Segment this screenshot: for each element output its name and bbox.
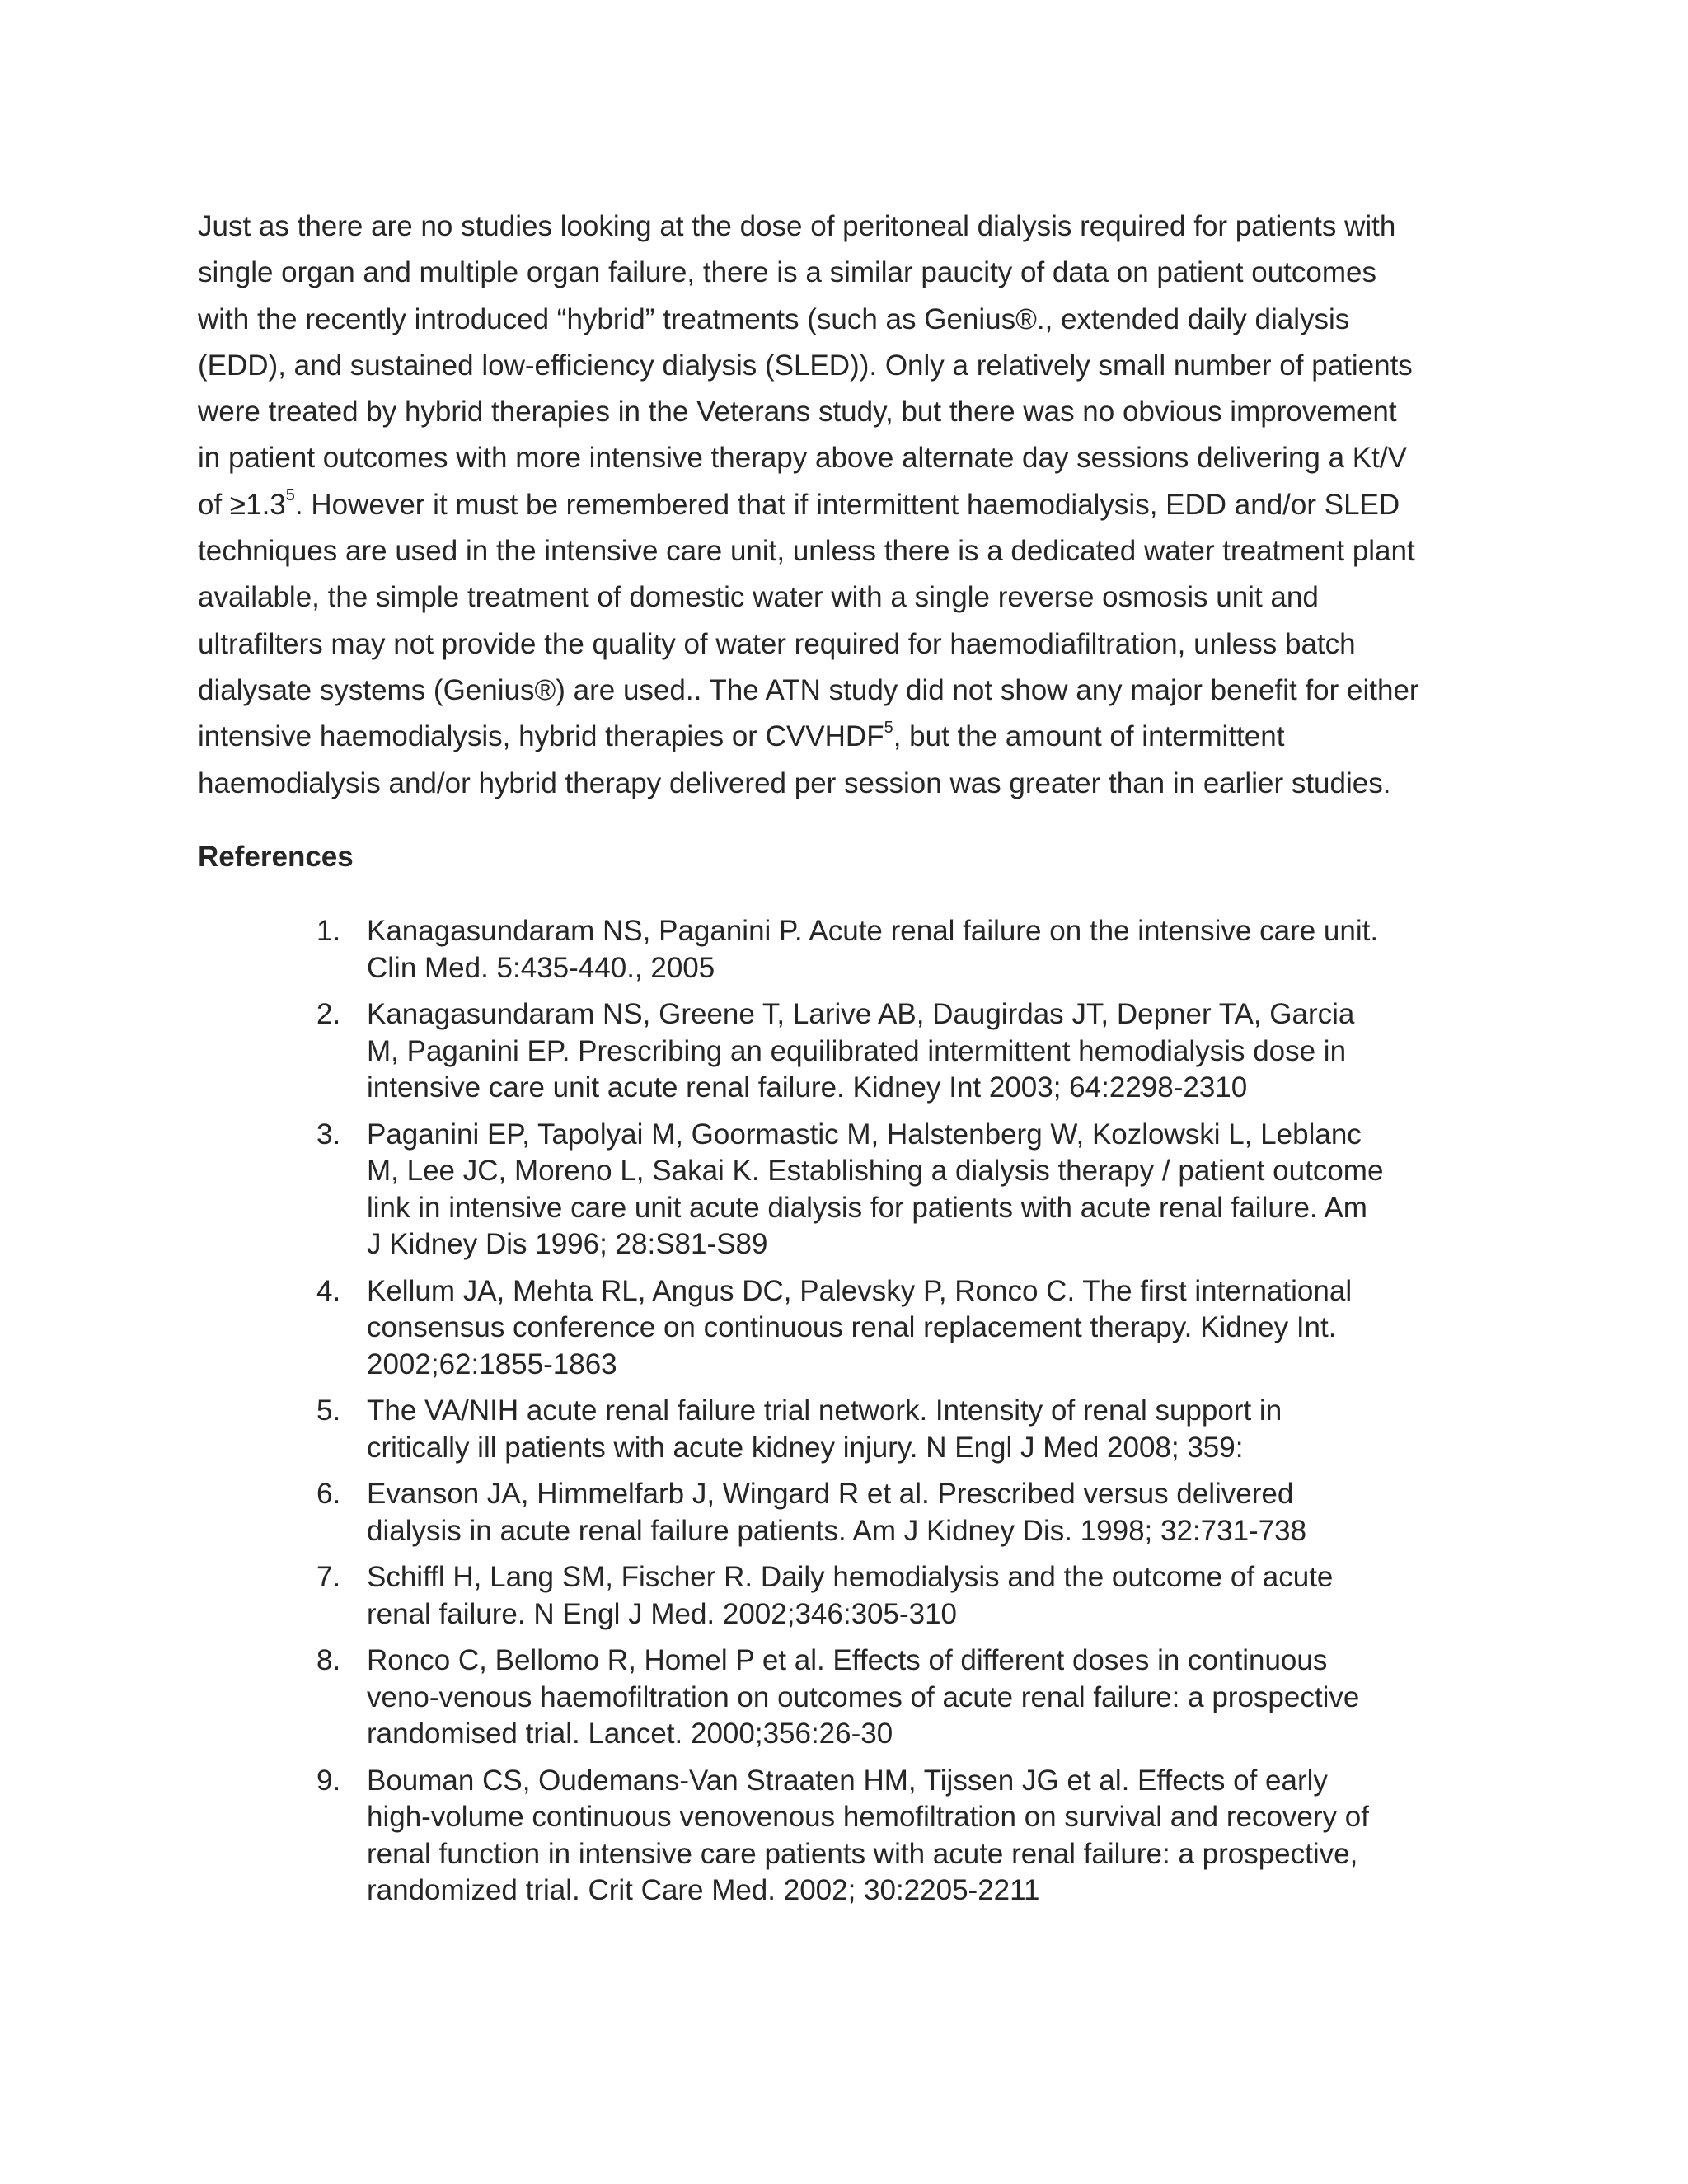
body-paragraph bbox=[198, 204, 1500, 807]
reference-text bbox=[367, 1643, 1688, 1753]
reference-item bbox=[0, 913, 1688, 987]
reference-text bbox=[367, 1273, 1688, 1384]
citation-superscript: 5 bbox=[884, 718, 893, 737]
paragraph-text: , but the amount of intermittent bbox=[893, 720, 1285, 753]
references-list bbox=[0, 913, 1688, 1919]
reference-line: randomised trial. Lancet. 2000;356:26-30 bbox=[367, 1718, 893, 1750]
reference-line: Schiffl H, Lang SM, Fischer R. Daily hemodialysis and the outcome of acute bbox=[367, 1561, 1334, 1593]
reference-item bbox=[0, 1763, 1688, 1910]
reference-line: Kellum JA, Mehta RL, Angus DC, Palevsky P, Ronco C. The first international bbox=[367, 1274, 1353, 1307]
paragraph-line: dialysate systems (Genius®) are used.. The ATN study did not show any major benefit for either bbox=[198, 673, 1419, 706]
reference-text bbox=[367, 1476, 1688, 1549]
paragraph-line: haemodialysis and/or hybrid therapy delivered per session was greater than in earlier studies. bbox=[198, 766, 1391, 799]
reference-number: 3. bbox=[316, 1118, 341, 1151]
reference-number: 4. bbox=[316, 1274, 341, 1307]
reference-number: 7. bbox=[316, 1561, 341, 1593]
reference-text bbox=[367, 1559, 1688, 1633]
reference-line: renal function in intensive care patients with acute renal failure: a prospective, bbox=[367, 1837, 1358, 1870]
reference-number: 9. bbox=[316, 1764, 341, 1797]
reference-number: 1. bbox=[316, 915, 341, 947]
reference-line: Clin Med. 5:435-440., 2005 bbox=[367, 951, 715, 984]
reference-text bbox=[367, 1393, 1688, 1466]
paragraph-line: in patient outcomes with more intensive therapy above alternate day sessions delivering a Kt/V bbox=[198, 442, 1407, 475]
reference-line: Kanagasundaram NS, Paganini P. Acute renal failure on the intensive care unit. bbox=[367, 915, 1379, 947]
reference-line: consensus conference on continuous renal replacement therapy. Kidney Int. bbox=[367, 1311, 1337, 1343]
reference-item bbox=[0, 1559, 1688, 1633]
reference-number: 2. bbox=[316, 998, 341, 1030]
paragraph-text: intensive haemodialysis, hybrid therapies or CVVHDF bbox=[198, 720, 884, 753]
paragraph-line: were treated by hybrid therapies in the Veterans study, but there was no obvious improvement bbox=[198, 396, 1397, 429]
reference-line: link in intensive care unit acute dialysis for patients with acute renal failure. Am bbox=[367, 1191, 1367, 1224]
reference-text bbox=[367, 996, 1688, 1107]
reference-item bbox=[0, 996, 1688, 1107]
reference-number: 5. bbox=[316, 1394, 341, 1427]
paragraph-line: ultrafilters may not provide the quality of water required for haemodiafiltration, unless batch bbox=[198, 627, 1356, 660]
reference-number: 6. bbox=[316, 1478, 341, 1510]
reference-item bbox=[0, 1273, 1688, 1384]
reference-line: Bouman CS, Oudemans-Van Straaten HM, Tijssen JG et al. Effects of early bbox=[367, 1764, 1328, 1797]
reference-number: 8. bbox=[316, 1644, 341, 1676]
reference-text bbox=[367, 1763, 1688, 1910]
reference-item bbox=[0, 1643, 1688, 1753]
reference-line: renal failure. N Engl J Med. 2002;346:305-310 bbox=[367, 1597, 958, 1630]
reference-line: M, Paganini EP. Prescribing an equilibrated intermittent hemodialysis dose in bbox=[367, 1034, 1347, 1067]
paragraph-line: available, the simple treatment of domestic water with a single reverse osmosis unit and bbox=[198, 581, 1319, 614]
reference-line: 2002;62:1855-1863 bbox=[367, 1347, 617, 1380]
reference-line: Kanagasundaram NS, Greene T, Larive AB, Daugirdas JT, Depner TA, Garcia bbox=[367, 998, 1355, 1030]
reference-item bbox=[0, 1117, 1688, 1263]
paragraph-line bbox=[198, 714, 1500, 760]
reference-line: Paganini EP, Tapolyai M, Goormastic M, Halstenberg W, Kozlowski L, Leblanc bbox=[367, 1118, 1362, 1151]
paragraph-text: . However it must be remembered that if intermittent haemodialysis, EDD and/or SLED bbox=[294, 488, 1400, 521]
reference-line: veno-venous haemofiltration on outcomes of acute renal failure: a prospective bbox=[367, 1680, 1360, 1713]
reference-line: The VA/NIH acute renal failure trial network. Intensity of renal support in bbox=[367, 1394, 1282, 1427]
reference-item bbox=[0, 1476, 1688, 1549]
reference-line: M, Lee JC, Moreno L, Sakai K. Establishing a dialysis therapy / patient outcome bbox=[367, 1155, 1384, 1187]
reference-text bbox=[367, 913, 1688, 987]
reference-line: intensive care unit acute renal failure. Kidney Int 2003; 64:2298-2310 bbox=[367, 1071, 1248, 1104]
citation-superscript: 5 bbox=[285, 486, 295, 505]
paragraph-line: Just as there are no studies looking at the dose of peritoneal dialysis required for patients with bbox=[198, 210, 1396, 242]
paragraph-line bbox=[198, 482, 1500, 528]
reference-line: high-volume continuous venovenous hemofiltration on survival and recovery of bbox=[367, 1801, 1369, 1833]
reference-item bbox=[0, 1393, 1688, 1466]
paragraph-text: of ≥1.3 bbox=[198, 488, 286, 521]
references-heading: References bbox=[198, 841, 354, 873]
paragraph-line: techniques are used in the intensive care unit, unless there is a dedicated water treatment plant bbox=[198, 535, 1415, 568]
reference-line: critically ill patients with acute kidney injury. N Engl J Med 2008; 359: bbox=[367, 1431, 1244, 1464]
reference-text bbox=[367, 1117, 1688, 1263]
reference-line: dialysis in acute renal failure patients. Am J Kidney Dis. 1998; 32:731-738 bbox=[367, 1514, 1307, 1547]
paragraph-line: with the recently introduced “hybrid” treatments (such as Genius®., extended daily dialysis bbox=[198, 302, 1350, 335]
reference-line: Ronco C, Bellomo R, Homel P et al. Effects of different doses in continuous bbox=[367, 1644, 1328, 1676]
paragraph-line: single organ and multiple organ failure, there is a similar paucity of data on patient outcomes bbox=[198, 256, 1376, 289]
paragraph-line: (EDD), and sustained low-efficiency dialysis (SLED)). Only a relatively small number of patients bbox=[198, 349, 1413, 382]
reference-line: Evanson JA, Himmelfarb J, Wingard R et al. Prescribed versus delivered bbox=[367, 1478, 1294, 1510]
reference-line: randomized trial. Crit Care Med. 2002; 30:2205-2211 bbox=[367, 1874, 1040, 1906]
reference-line: J Kidney Dis 1996; 28:S81-S89 bbox=[367, 1228, 768, 1260]
